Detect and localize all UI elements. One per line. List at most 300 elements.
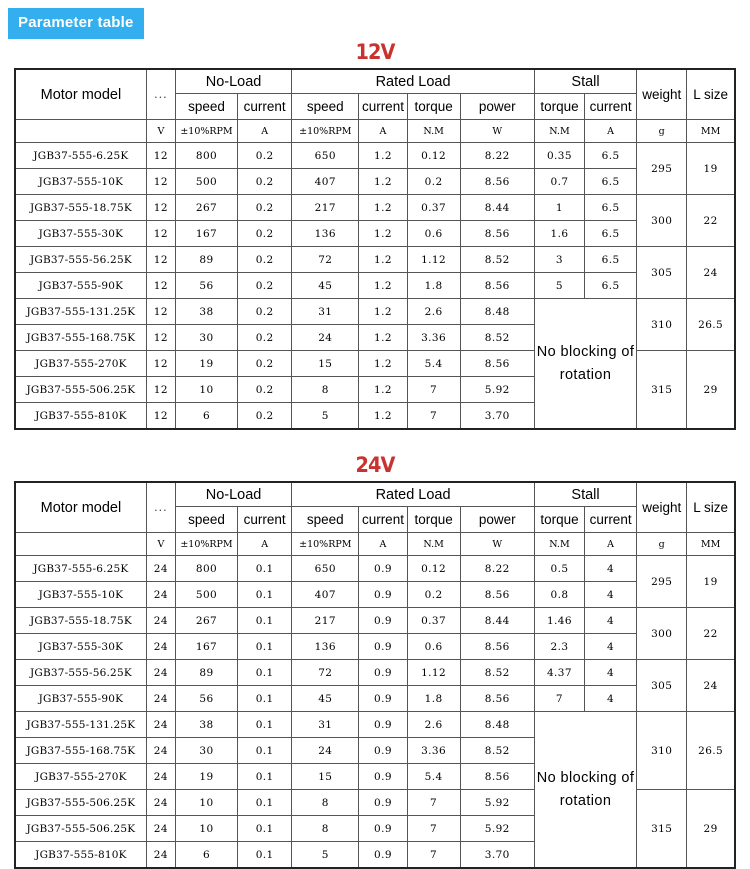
cell-rl-current: 0.9 bbox=[359, 634, 407, 660]
cell-model: JGB37-555-90K bbox=[15, 273, 146, 299]
cell-voltage: 24 bbox=[146, 764, 175, 790]
cell-rl-current: 0.9 bbox=[359, 712, 407, 738]
table-row bbox=[15, 195, 735, 221]
cell-rl-power: 8.56 bbox=[460, 686, 534, 712]
header-st-current: current bbox=[585, 94, 637, 120]
header-stall: Stall bbox=[534, 69, 636, 94]
header-nl-speed: speed bbox=[175, 507, 237, 533]
cell-voltage: 12 bbox=[146, 195, 175, 221]
cell-nl-speed: 19 bbox=[175, 351, 237, 377]
cell-nl-speed: 56 bbox=[175, 686, 237, 712]
cell-nl-speed: 89 bbox=[175, 660, 237, 686]
cell-rl-speed: 407 bbox=[292, 582, 359, 608]
cell-stall-current: 4 bbox=[585, 634, 637, 660]
cell-model: JGB37-555-506.25K bbox=[15, 377, 146, 403]
cell-nl-current: 0.1 bbox=[238, 764, 292, 790]
cell-weight: 295 bbox=[637, 556, 687, 608]
cell-rl-torque: 7 bbox=[407, 816, 460, 842]
cell-rl-power: 8.52 bbox=[460, 660, 534, 686]
cell-stall-current: 4 bbox=[585, 608, 637, 634]
unit-nl-speed: ±10%RPM bbox=[175, 533, 237, 556]
cell-rl-power: 8.44 bbox=[460, 608, 534, 634]
cell-rl-speed: 136 bbox=[292, 221, 359, 247]
cell-model: JGB37-555-90K bbox=[15, 686, 146, 712]
cell-rl-power: 8.56 bbox=[460, 634, 534, 660]
cell-rl-torque: 7 bbox=[407, 377, 460, 403]
table-row bbox=[15, 608, 735, 634]
header-voltage-dots: ... bbox=[146, 69, 175, 120]
cell-rl-torque: 1.12 bbox=[407, 247, 460, 273]
cell-rl-speed: 45 bbox=[292, 686, 359, 712]
cell-model: JGB37-555-270K bbox=[15, 764, 146, 790]
cell-rl-speed: 31 bbox=[292, 299, 359, 325]
cell-voltage: 24 bbox=[146, 816, 175, 842]
cell-nl-speed: 56 bbox=[175, 273, 237, 299]
spec-section-12v bbox=[0, 42, 750, 430]
cell-rl-torque: 2.6 bbox=[407, 299, 460, 325]
cell-nl-current: 0.2 bbox=[238, 351, 292, 377]
cell-rl-power: 8.56 bbox=[460, 351, 534, 377]
cell-model: JGB37-555-56.25K bbox=[15, 660, 146, 686]
cell-nl-speed: 800 bbox=[175, 143, 237, 169]
cell-stall-torque: 0.5 bbox=[534, 556, 584, 582]
unit-weight: g bbox=[637, 120, 687, 143]
cell-stall-current: 6.5 bbox=[585, 247, 637, 273]
cell-weight: 300 bbox=[637, 608, 687, 660]
cell-nl-current: 0.2 bbox=[238, 247, 292, 273]
cell-nl-current: 0.2 bbox=[238, 221, 292, 247]
cell-rl-torque: 1.8 bbox=[407, 273, 460, 299]
cell-nl-speed: 10 bbox=[175, 790, 237, 816]
cell-nl-speed: 800 bbox=[175, 556, 237, 582]
header-rl-power: power bbox=[460, 507, 534, 533]
cell-rl-current: 0.9 bbox=[359, 738, 407, 764]
cell-rl-current: 1.2 bbox=[359, 247, 407, 273]
table-row bbox=[15, 247, 735, 273]
cell-voltage: 24 bbox=[146, 608, 175, 634]
cell-nl-current: 0.1 bbox=[238, 816, 292, 842]
cell-voltage: 24 bbox=[146, 712, 175, 738]
cell-rl-power: 5.92 bbox=[460, 816, 534, 842]
unit-rl-speed: ±10%RPM bbox=[292, 533, 359, 556]
parameter-table-badge-label: Parameter table bbox=[8, 8, 144, 39]
cell-l-size: 26.5 bbox=[687, 299, 735, 351]
cell-voltage: 24 bbox=[146, 790, 175, 816]
cell-rl-torque: 3.36 bbox=[407, 738, 460, 764]
cell-nl-speed: 500 bbox=[175, 582, 237, 608]
header-row-groups bbox=[15, 482, 735, 507]
cell-stall-torque: 3 bbox=[534, 247, 584, 273]
cell-nl-current: 0.2 bbox=[238, 195, 292, 221]
cell-stall-current: 6.5 bbox=[585, 169, 637, 195]
table-row bbox=[15, 221, 735, 247]
header-st-torque: torque bbox=[534, 507, 584, 533]
table-row bbox=[15, 273, 735, 299]
cell-model: JGB37-555-270K bbox=[15, 351, 146, 377]
unit-st-torque: N.M bbox=[534, 533, 584, 556]
cell-stall-current: 4 bbox=[585, 686, 637, 712]
header-rl-speed: speed bbox=[292, 507, 359, 533]
unit-voltage: V bbox=[146, 120, 175, 143]
header-row-units bbox=[15, 533, 735, 556]
voltage-label-12v: 12V bbox=[355, 40, 395, 64]
cell-nl-speed: 6 bbox=[175, 842, 237, 869]
table-wrapper-24v bbox=[0, 481, 750, 869]
header-l-size: L size bbox=[687, 482, 735, 533]
cell-rl-power: 8.44 bbox=[460, 195, 534, 221]
cell-rl-current: 0.9 bbox=[359, 764, 407, 790]
header-l-size: L size bbox=[687, 69, 735, 120]
cell-stall-torque: 0.35 bbox=[534, 143, 584, 169]
cell-weight: 310 bbox=[637, 299, 687, 351]
cell-nl-speed: 167 bbox=[175, 634, 237, 660]
cell-voltage: 12 bbox=[146, 169, 175, 195]
cell-rl-current: 0.9 bbox=[359, 790, 407, 816]
cell-rl-speed: 15 bbox=[292, 764, 359, 790]
cell-nl-current: 0.1 bbox=[238, 686, 292, 712]
cell-stall-torque: 7 bbox=[534, 686, 584, 712]
cell-rl-torque: 5.4 bbox=[407, 351, 460, 377]
parameter-table-badge bbox=[8, 8, 144, 39]
cell-model: JGB37-555-131.25K bbox=[15, 712, 146, 738]
cell-rl-speed: 8 bbox=[292, 377, 359, 403]
cell-voltage: 12 bbox=[146, 351, 175, 377]
cell-rl-power: 8.48 bbox=[460, 299, 534, 325]
cell-rl-speed: 5 bbox=[292, 403, 359, 430]
cell-stall-torque: 0.8 bbox=[534, 582, 584, 608]
cell-rl-torque: 0.2 bbox=[407, 169, 460, 195]
cell-rl-torque: 7 bbox=[407, 403, 460, 430]
header-rl-torque: torque bbox=[407, 94, 460, 120]
unit-rl-speed: ±10%RPM bbox=[292, 120, 359, 143]
cell-rl-power: 5.92 bbox=[460, 377, 534, 403]
header-row-groups bbox=[15, 69, 735, 94]
cell-rl-torque: 0.37 bbox=[407, 195, 460, 221]
unit-rl-current: A bbox=[359, 533, 407, 556]
header-nl-current: current bbox=[238, 94, 292, 120]
table-row bbox=[15, 582, 735, 608]
voltage-label-24v: 24V bbox=[355, 453, 395, 477]
spec-table-12v bbox=[14, 68, 736, 430]
cell-rl-speed: 650 bbox=[292, 556, 359, 582]
cell-nl-current: 0.1 bbox=[238, 582, 292, 608]
cell-voltage: 12 bbox=[146, 143, 175, 169]
cell-rl-speed: 24 bbox=[292, 325, 359, 351]
header-motor-model: Motor model bbox=[15, 482, 146, 533]
cell-rl-speed: 8 bbox=[292, 816, 359, 842]
cell-rl-current: 1.2 bbox=[359, 299, 407, 325]
cell-rl-power: 5.92 bbox=[460, 790, 534, 816]
cell-rl-torque: 7 bbox=[407, 842, 460, 869]
cell-voltage: 24 bbox=[146, 738, 175, 764]
cell-rl-torque: 1.8 bbox=[407, 686, 460, 712]
cell-stall-torque: 5 bbox=[534, 273, 584, 299]
cell-rl-speed: 5 bbox=[292, 842, 359, 869]
cell-stall-current: 6.5 bbox=[585, 273, 637, 299]
cell-stall-torque: 1 bbox=[534, 195, 584, 221]
cell-stall-current: 4 bbox=[585, 660, 637, 686]
cell-model: JGB37-555-506.25K bbox=[15, 790, 146, 816]
cell-voltage: 24 bbox=[146, 686, 175, 712]
cell-rl-current: 1.2 bbox=[359, 273, 407, 299]
cell-nl-current: 0.2 bbox=[238, 273, 292, 299]
unit-st-torque: N.M bbox=[534, 120, 584, 143]
cell-model: JGB37-555-30K bbox=[15, 634, 146, 660]
cell-rl-speed: 217 bbox=[292, 608, 359, 634]
header-rl-power: power bbox=[460, 94, 534, 120]
cell-rl-current: 1.2 bbox=[359, 325, 407, 351]
cell-model: JGB37-555-168.75K bbox=[15, 738, 146, 764]
cell-nl-current: 0.1 bbox=[238, 738, 292, 764]
cell-stall-current: 4 bbox=[585, 582, 637, 608]
cell-nl-current: 0.1 bbox=[238, 608, 292, 634]
header-rl-current: current bbox=[359, 94, 407, 120]
cell-rl-torque: 0.37 bbox=[407, 608, 460, 634]
cell-nl-speed: 38 bbox=[175, 712, 237, 738]
cell-rl-power: 8.22 bbox=[460, 556, 534, 582]
cell-rl-power: 8.52 bbox=[460, 325, 534, 351]
cell-voltage: 12 bbox=[146, 377, 175, 403]
cell-l-size: 19 bbox=[687, 143, 735, 195]
cell-model: JGB37-555-56.25K bbox=[15, 247, 146, 273]
cell-nl-current: 0.1 bbox=[238, 790, 292, 816]
cell-rl-power: 8.56 bbox=[460, 169, 534, 195]
cell-rl-power: 8.56 bbox=[460, 273, 534, 299]
cell-nl-speed: 38 bbox=[175, 299, 237, 325]
header-rl-torque: torque bbox=[407, 507, 460, 533]
cell-l-size: 22 bbox=[687, 195, 735, 247]
header-voltage-dots: ... bbox=[146, 482, 175, 533]
unit-st-current: A bbox=[585, 533, 637, 556]
unit-rl-power: W bbox=[460, 533, 534, 556]
unit-rl-current: A bbox=[359, 120, 407, 143]
unit-nl-current: A bbox=[238, 533, 292, 556]
header-motor-model: Motor model bbox=[15, 69, 146, 120]
cell-no-blocking-of-rotation: No blocking of rotation bbox=[534, 712, 636, 869]
table-row bbox=[15, 169, 735, 195]
cell-rl-torque: 3.36 bbox=[407, 325, 460, 351]
cell-nl-current: 0.1 bbox=[238, 556, 292, 582]
cell-l-size: 29 bbox=[687, 351, 735, 430]
cell-rl-speed: 24 bbox=[292, 738, 359, 764]
header-st-torque: torque bbox=[534, 94, 584, 120]
cell-l-size: 19 bbox=[687, 556, 735, 608]
cell-voltage: 12 bbox=[146, 221, 175, 247]
table-row bbox=[15, 712, 735, 738]
cell-nl-current: 0.1 bbox=[238, 634, 292, 660]
cell-weight: 295 bbox=[637, 143, 687, 195]
cell-nl-current: 0.2 bbox=[238, 169, 292, 195]
cell-voltage: 12 bbox=[146, 247, 175, 273]
cell-nl-current: 0.1 bbox=[238, 842, 292, 869]
cell-stall-current: 4 bbox=[585, 556, 637, 582]
cell-weight: 305 bbox=[637, 660, 687, 712]
cell-nl-speed: 500 bbox=[175, 169, 237, 195]
cell-l-size: 26.5 bbox=[687, 712, 735, 790]
unit-rl-power: W bbox=[460, 120, 534, 143]
cell-stall-torque: 0.7 bbox=[534, 169, 584, 195]
cell-no-blocking-of-rotation: No blocking of rotation bbox=[534, 299, 636, 430]
cell-nl-current: 0.1 bbox=[238, 660, 292, 686]
table-row bbox=[15, 686, 735, 712]
cell-rl-torque: 0.12 bbox=[407, 556, 460, 582]
cell-model: JGB37-555-506.25K bbox=[15, 816, 146, 842]
cell-stall-torque: 1.6 bbox=[534, 221, 584, 247]
cell-l-size: 22 bbox=[687, 608, 735, 660]
cell-l-size: 24 bbox=[687, 247, 735, 299]
cell-rl-current: 1.2 bbox=[359, 221, 407, 247]
spec-table-24v bbox=[14, 481, 736, 869]
table-row bbox=[15, 660, 735, 686]
unit-rl-torque: N.M bbox=[407, 533, 460, 556]
cell-rl-current: 1.2 bbox=[359, 169, 407, 195]
unit-l-size: MM bbox=[687, 120, 735, 143]
cell-rl-current: 0.9 bbox=[359, 582, 407, 608]
cell-weight: 310 bbox=[637, 712, 687, 790]
cell-model: JGB37-555-10K bbox=[15, 169, 146, 195]
cell-nl-current: 0.2 bbox=[238, 143, 292, 169]
cell-model: JGB37-555-10K bbox=[15, 582, 146, 608]
cell-rl-torque: 2.6 bbox=[407, 712, 460, 738]
cell-stall-torque: 4.37 bbox=[534, 660, 584, 686]
cell-nl-speed: 167 bbox=[175, 221, 237, 247]
cell-model: JGB37-555-6.25K bbox=[15, 143, 146, 169]
cell-model: JGB37-555-30K bbox=[15, 221, 146, 247]
cell-rl-torque: 0.2 bbox=[407, 582, 460, 608]
table-row bbox=[15, 299, 735, 325]
cell-model: JGB37-555-810K bbox=[15, 403, 146, 430]
cell-rl-speed: 217 bbox=[292, 195, 359, 221]
cell-voltage: 12 bbox=[146, 273, 175, 299]
cell-rl-torque: 1.12 bbox=[407, 660, 460, 686]
cell-nl-speed: 19 bbox=[175, 764, 237, 790]
cell-rl-current: 0.9 bbox=[359, 660, 407, 686]
header-rated-load: Rated Load bbox=[292, 69, 535, 94]
cell-rl-speed: 45 bbox=[292, 273, 359, 299]
cell-voltage: 12 bbox=[146, 325, 175, 351]
cell-rl-torque: 0.6 bbox=[407, 221, 460, 247]
cell-stall-torque: 1.46 bbox=[534, 608, 584, 634]
cell-rl-power: 8.48 bbox=[460, 712, 534, 738]
table-row bbox=[15, 143, 735, 169]
cell-model: JGB37-555-131.25K bbox=[15, 299, 146, 325]
cell-stall-current: 6.5 bbox=[585, 195, 637, 221]
cell-rl-power: 3.70 bbox=[460, 842, 534, 869]
cell-rl-speed: 136 bbox=[292, 634, 359, 660]
cell-rl-power: 8.56 bbox=[460, 582, 534, 608]
cell-voltage: 24 bbox=[146, 842, 175, 869]
cell-nl-current: 0.2 bbox=[238, 325, 292, 351]
spec-section-24v bbox=[0, 455, 750, 869]
unit-model-blank bbox=[15, 120, 146, 143]
cell-rl-torque: 0.12 bbox=[407, 143, 460, 169]
cell-l-size: 24 bbox=[687, 660, 735, 712]
unit-nl-current: A bbox=[238, 120, 292, 143]
unit-model-blank bbox=[15, 533, 146, 556]
header-rl-speed: speed bbox=[292, 94, 359, 120]
cell-rl-power: 8.56 bbox=[460, 764, 534, 790]
cell-rl-speed: 15 bbox=[292, 351, 359, 377]
cell-rl-current: 1.2 bbox=[359, 143, 407, 169]
cell-rl-current: 0.9 bbox=[359, 686, 407, 712]
cell-voltage: 24 bbox=[146, 660, 175, 686]
cell-nl-speed: 10 bbox=[175, 816, 237, 842]
header-st-current: current bbox=[585, 507, 637, 533]
cell-rl-power: 8.52 bbox=[460, 738, 534, 764]
cell-rl-current: 1.2 bbox=[359, 377, 407, 403]
cell-rl-speed: 407 bbox=[292, 169, 359, 195]
unit-weight: g bbox=[637, 533, 687, 556]
cell-model: JGB37-555-168.75K bbox=[15, 325, 146, 351]
header-row-units bbox=[15, 120, 735, 143]
unit-rl-torque: N.M bbox=[407, 120, 460, 143]
cell-rl-speed: 650 bbox=[292, 143, 359, 169]
cell-stall-current: 6.5 bbox=[585, 221, 637, 247]
cell-rl-torque: 7 bbox=[407, 790, 460, 816]
unit-l-size: MM bbox=[687, 533, 735, 556]
cell-rl-current: 0.9 bbox=[359, 608, 407, 634]
cell-model: JGB37-555-18.75K bbox=[15, 195, 146, 221]
cell-voltage: 24 bbox=[146, 634, 175, 660]
cell-voltage: 24 bbox=[146, 556, 175, 582]
cell-rl-power: 8.52 bbox=[460, 247, 534, 273]
header-nl-current: current bbox=[238, 507, 292, 533]
cell-rl-power: 8.56 bbox=[460, 221, 534, 247]
cell-rl-current: 1.2 bbox=[359, 195, 407, 221]
cell-rl-speed: 8 bbox=[292, 790, 359, 816]
cell-voltage: 24 bbox=[146, 582, 175, 608]
cell-nl-current: 0.1 bbox=[238, 712, 292, 738]
cell-rl-torque: 0.6 bbox=[407, 634, 460, 660]
cell-rl-speed: 72 bbox=[292, 247, 359, 273]
cell-l-size: 29 bbox=[687, 790, 735, 869]
cell-weight: 305 bbox=[637, 247, 687, 299]
cell-rl-speed: 72 bbox=[292, 660, 359, 686]
unit-nl-speed: ±10%RPM bbox=[175, 120, 237, 143]
cell-stall-current: 6.5 bbox=[585, 143, 637, 169]
cell-nl-speed: 6 bbox=[175, 403, 237, 430]
cell-nl-current: 0.2 bbox=[238, 403, 292, 430]
cell-rl-torque: 5.4 bbox=[407, 764, 460, 790]
unit-st-current: A bbox=[585, 120, 637, 143]
cell-nl-current: 0.2 bbox=[238, 299, 292, 325]
table-row bbox=[15, 556, 735, 582]
cell-rl-current: 1.2 bbox=[359, 351, 407, 377]
unit-voltage: V bbox=[146, 533, 175, 556]
header-weight: weight bbox=[637, 482, 687, 533]
cell-voltage: 12 bbox=[146, 299, 175, 325]
cell-nl-current: 0.2 bbox=[238, 377, 292, 403]
cell-rl-speed: 31 bbox=[292, 712, 359, 738]
cell-rl-current: 0.9 bbox=[359, 556, 407, 582]
cell-model: JGB37-555-18.75K bbox=[15, 608, 146, 634]
table-row bbox=[15, 634, 735, 660]
cell-nl-speed: 30 bbox=[175, 325, 237, 351]
cell-voltage: 12 bbox=[146, 403, 175, 430]
cell-rl-current: 0.9 bbox=[359, 842, 407, 869]
cell-nl-speed: 10 bbox=[175, 377, 237, 403]
header-stall: Stall bbox=[534, 482, 636, 507]
table-wrapper-12v bbox=[0, 68, 750, 430]
header-rl-current: current bbox=[359, 507, 407, 533]
cell-rl-current: 0.9 bbox=[359, 816, 407, 842]
cell-weight: 315 bbox=[637, 790, 687, 869]
cell-rl-current: 1.2 bbox=[359, 403, 407, 430]
cell-weight: 300 bbox=[637, 195, 687, 247]
cell-model: JGB37-555-810K bbox=[15, 842, 146, 869]
header-no-load: No-Load bbox=[175, 69, 291, 94]
cell-nl-speed: 89 bbox=[175, 247, 237, 273]
